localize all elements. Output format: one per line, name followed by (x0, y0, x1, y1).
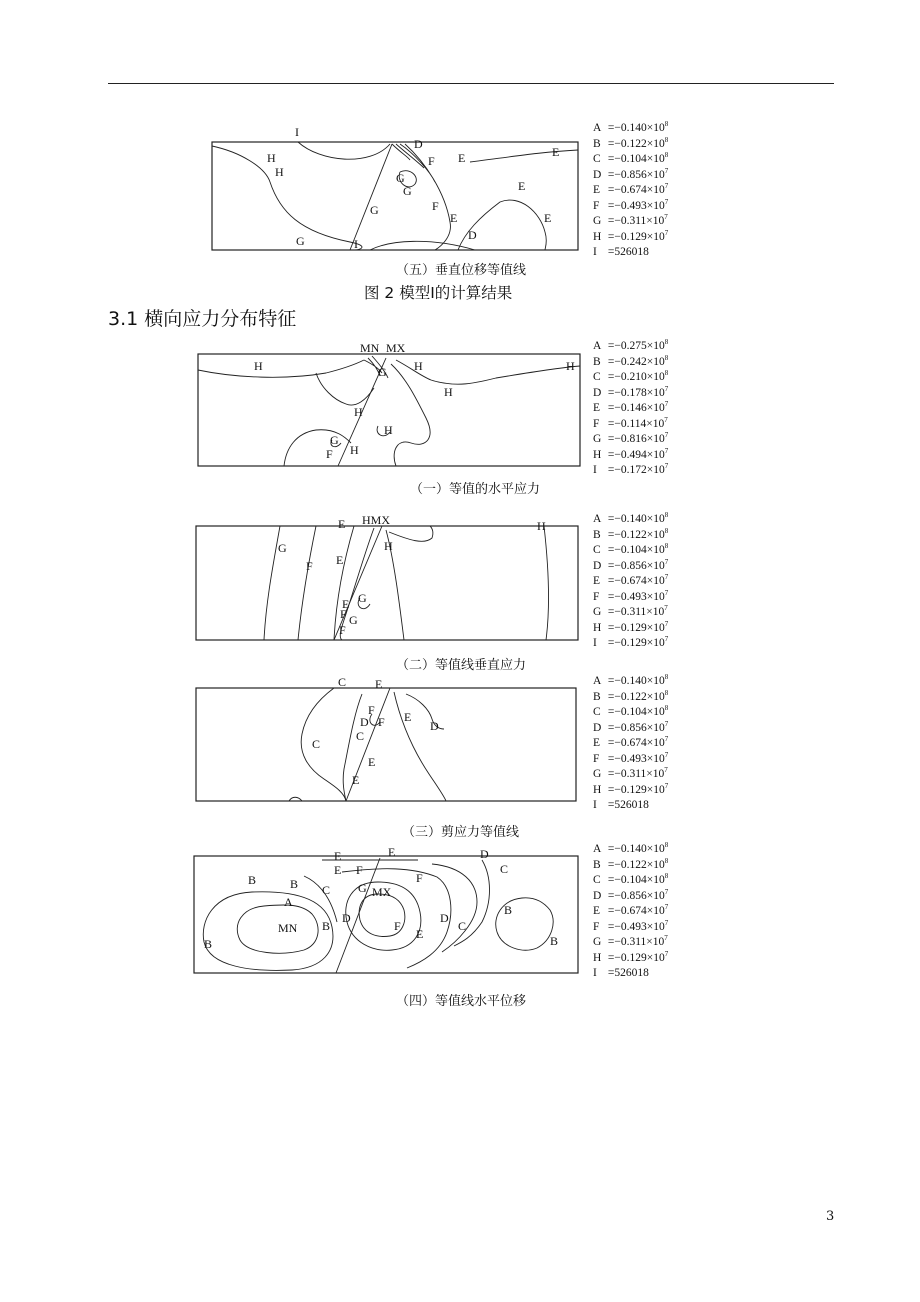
legend-row: $E =-0.674\times 10^7$ (593, 182, 669, 196)
plot-label: E (342, 597, 350, 611)
plot-label: C (500, 862, 509, 876)
plot-label: F (340, 607, 347, 621)
legend-row: $D =-0.856\times 10^7$ (593, 166, 669, 181)
legend (593, 512, 668, 652)
plot-label: HMX (362, 513, 391, 527)
plot-label: H (267, 151, 276, 165)
plot-label: C (322, 883, 331, 897)
plot-label: H (444, 385, 453, 399)
legend-row: $F =-0.493\times 10^7$ (593, 197, 669, 212)
plot-label: G (358, 881, 367, 895)
legend-row: $D =-0.856\times 10^7$ (593, 557, 669, 572)
plot-label: H (275, 165, 284, 179)
plot-label: C (312, 737, 321, 751)
plot-label: H (384, 539, 393, 553)
plot-label: D (430, 719, 439, 733)
plot-label: E (336, 553, 344, 567)
legend-row: $A =-0.140\times 10^8$ (593, 673, 669, 687)
plot-label: B (504, 903, 513, 917)
plot-label: E (375, 677, 383, 691)
plot-label: D (480, 847, 489, 861)
plot-label: E (334, 849, 342, 863)
plot-label: G (296, 234, 305, 248)
legend-row: $C =-0.210\times 10^8$ (593, 369, 669, 383)
legend-row: $H =-0.494\times 10^7$ (593, 446, 669, 461)
plot-label: MN (278, 921, 298, 935)
legend-row: $D =-0.856\times 10^7$ (593, 887, 669, 902)
legend-row: $H =-0.129\times 10^7$ (593, 781, 669, 796)
plot-label: D (414, 137, 423, 151)
plot-label: D (342, 911, 351, 925)
plot-label: G (378, 365, 387, 379)
plot-label: I (295, 125, 299, 139)
plot-label: G (358, 591, 367, 605)
legend-row: $A =-0.140\times 10^8$ (593, 120, 669, 134)
plot-label: MN (360, 341, 380, 355)
figure-caption: （四）等值线水平位移 (396, 994, 527, 1009)
plot-label: F (378, 715, 385, 729)
contour-plot (194, 674, 584, 806)
legend-row: $F =-0.493\times 10^7$ (593, 750, 669, 765)
plot-label: E (544, 211, 552, 225)
legend-row: $H =-0.129\times 10^7$ (593, 228, 669, 243)
plot-label: F (368, 703, 375, 717)
legend-row: $A =-0.140\times 10^8$ (593, 511, 669, 525)
legend-row: $C =-0.104\times 10^8$ (593, 704, 669, 718)
plot-label: H (350, 443, 359, 457)
legend-row: I =526018 (593, 799, 649, 811)
plot-label: E (458, 151, 466, 165)
legend-row: $G =-0.311\times 10^7$ (593, 766, 668, 780)
plot-label: E (450, 211, 458, 225)
plot-label: B (322, 919, 331, 933)
contour-plot (194, 510, 584, 644)
legend-row: $G =-0.311\times 10^7$ (593, 213, 668, 227)
plot-label: C (458, 919, 467, 933)
plot-label: E (416, 927, 424, 941)
section-heading: 3.1 横向应力分布特征 (108, 308, 297, 330)
legend-row: $B =-0.242\times 10^8$ (593, 353, 669, 368)
figure-caption: （二）等值线垂直应力 (396, 658, 527, 673)
plot-label: MX (386, 341, 406, 355)
legend-row: $I =-0.172\times 10^7$ (593, 462, 669, 476)
legend (593, 339, 668, 479)
legend-row: $F =-0.493\times 10^7$ (593, 588, 669, 603)
legend-row: $F =-0.114\times 10^7$ (593, 415, 668, 430)
plot-label: G (330, 433, 339, 447)
figure-caption: （三）剪应力等值线 (402, 825, 520, 840)
legend-row: $B =-0.122\times 10^8$ (593, 526, 669, 541)
legend-row: $B =-0.122\times 10^8$ (593, 856, 669, 871)
plot-label: F (394, 919, 401, 933)
legend-row: $G =-0.311\times 10^7$ (593, 934, 668, 948)
plot-label: H (414, 359, 423, 373)
legend-row: $E =-0.674\times 10^7$ (593, 735, 669, 749)
plot-label: E (368, 755, 376, 769)
legend-row: $C =-0.104\times 10^8$ (593, 151, 669, 165)
legend-row: I =526018 (593, 967, 649, 979)
plot-label: F (339, 623, 346, 637)
plot-label: G (403, 184, 412, 198)
plot-label: MX (372, 885, 392, 899)
legend-row: $C =-0.104\times 10^8$ (593, 872, 669, 886)
legend-row: I =526018 (593, 246, 649, 258)
plot-label: G (396, 171, 405, 185)
legend-row: $A =-0.140\times 10^8$ (593, 841, 669, 855)
plot-label: B (290, 877, 299, 891)
plot-label: G (370, 203, 379, 217)
plot-label: F (356, 863, 363, 877)
plot-label: F (306, 559, 313, 573)
legend-row: $G =-0.311\times 10^7$ (593, 604, 668, 618)
plot-label: E (404, 710, 412, 724)
legend (593, 121, 668, 261)
contour-plot (210, 122, 582, 254)
plot-label: F (326, 447, 333, 461)
plot-label: G (278, 541, 287, 555)
plot-label: H (384, 423, 393, 437)
plot-label: D (360, 715, 369, 729)
plot-label: G (349, 613, 358, 627)
legend-row: $D =-0.178\times 10^7$ (593, 384, 669, 399)
figure-caption: （一）等值的水平应力 (410, 482, 541, 497)
plot-label: E (338, 517, 346, 531)
header-rule (108, 83, 834, 84)
legend (593, 842, 668, 982)
figure-title: 图 2 模型Ⅰ的计算结果 (364, 284, 513, 302)
plot-label: E (334, 863, 342, 877)
plot-label: E (388, 845, 396, 859)
legend-row: $H =-0.129\times 10^7$ (593, 619, 669, 634)
plot-label: H (354, 405, 363, 419)
plot-label: E (552, 145, 560, 159)
legend-row: $B =-0.122\times 10^8$ (593, 135, 669, 150)
plot-label: B (248, 873, 257, 887)
legend-row: $F =-0.493\times 10^7$ (593, 918, 669, 933)
plot-label: B (550, 934, 559, 948)
legend-row: $I =-0.129\times 10^7$ (593, 635, 669, 649)
plot-label: H (537, 519, 546, 533)
plot-label: H (566, 359, 575, 373)
legend-row: $D =-0.856\times 10^7$ (593, 719, 669, 734)
plot-label: F (416, 871, 423, 885)
page-number: 3 (826, 1209, 835, 1224)
plot-label: C (338, 675, 347, 689)
legend-row: $E =-0.674\times 10^7$ (593, 903, 669, 917)
plot-label: A (284, 895, 293, 909)
plot-label: E (352, 773, 360, 787)
plot-label: D (468, 228, 477, 242)
plot-label: H (254, 359, 263, 373)
legend-row: $B =-0.122\times 10^8$ (593, 688, 669, 703)
legend-row: $A =-0.275\times 10^8$ (593, 338, 669, 352)
contour-plot (196, 338, 584, 470)
plot-label: D (440, 911, 449, 925)
contour-plot (192, 842, 584, 976)
legend-row: $E =-0.674\times 10^7$ (593, 573, 669, 587)
legend-row: $C =-0.104\times 10^8$ (593, 542, 669, 556)
plot-label: F (432, 199, 439, 213)
legend-row: $G =-0.816\times 10^7$ (593, 431, 669, 445)
figure-caption: （五）垂直位移等值线 (396, 263, 527, 278)
plot-label: C (356, 729, 365, 743)
plot-label: I (354, 237, 358, 251)
legend (593, 674, 668, 814)
legend-row: $E =-0.146\times 10^7$ (593, 400, 669, 414)
plot-label: E (518, 179, 526, 193)
legend-row: $H =-0.129\times 10^7$ (593, 949, 669, 964)
plot-label: F (428, 154, 435, 168)
plot-label: B (204, 937, 213, 951)
